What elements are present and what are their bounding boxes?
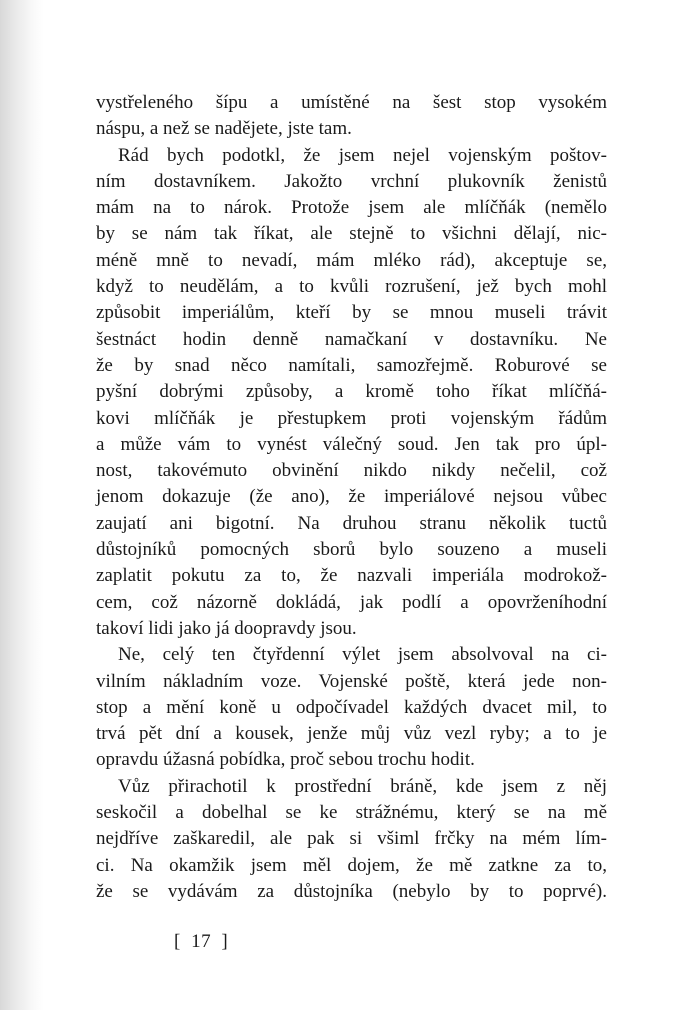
text-line: že se vydávám za důstojníka (nebylo by to poprvé). [96, 880, 607, 902]
text-line: takoví lidi jako já doopravdy jsou. [96, 617, 357, 639]
text-line: stop a mění koně u odpočívadel každých dvacet mil, to [96, 696, 607, 718]
text-line: náspu, a než se nadějete, jste tam. [96, 118, 352, 140]
text-line: že by snad něco namítali, samozřejmě. Roburové se [96, 354, 607, 376]
text-line: zaujatí ani bigotní. Na druhou stranu několik tuctů [96, 512, 607, 534]
page-number: [ 17 ] [174, 931, 229, 952]
text-line: Ne, celý ten čtyřdenní výlet jsem absolvoval na ci- [118, 644, 607, 666]
text-line: trvá pět dní a kousek, jenže můj vůz vezl ryby; a to je [96, 723, 607, 745]
text-line: důstojníků pomocných sborů bylo souzeno a museli [96, 539, 607, 561]
text-line: šestnáct hodin denně namačkaní v dostavníku. Ne [96, 328, 607, 350]
text-line: by se nám tak říkat, ale stejně to všichni dělají, nic- [96, 223, 607, 245]
text-line: ním dostavníkem. Jakožto vrchní plukovník ženistů [96, 170, 607, 192]
text-line: vilním nákladním voze. Vojenské poště, která jede non- [96, 670, 607, 692]
text-line: způsobit imperiálům, kteří by se mnou museli trávit [96, 302, 607, 324]
text-line: seskočil a dobelhal se ke strážnému, který se na mě [96, 802, 607, 824]
text-line: vystřeleného šípu a umístěné na šest stop vysokém [96, 92, 607, 113]
text-line: ci. Na okamžik jsem měl dojem, že mě zatkne za to, [96, 854, 607, 876]
text-line: mám na to nárok. Protože jsem ale mlíčňák (nemělo [96, 197, 607, 219]
text-line: nost, takovémuto obvinění nikdo nikdy nečelil, což [96, 460, 607, 482]
text-line: a může vám to vynést válečný soud. Jen tak pro úpl- [96, 433, 607, 455]
page-spine-shadow [0, 0, 44, 1010]
text-line: jenom dokazuje (že ano), že imperiálové nejsou vůbec [96, 486, 607, 508]
text-line: pyšní dobrými způsoby, a kromě toho říkat mlíčňá- [96, 381, 607, 403]
text-line: opravdu úžasná pobídka, proč sebou trochu hodit. [96, 749, 475, 771]
text-line: zaplatit pokutu za to, že nazvali imperiála modrokož- [96, 565, 607, 587]
text-line: méně mně to nevadí, mám mléko rád), akceptuje se, [96, 249, 607, 271]
text-line: cem, což názorně dokládá, jak podlí a opovrženíhodní [96, 591, 607, 613]
text-line: když to neudělám, a to kvůli rozrušení, jež bych mohl [96, 276, 607, 298]
text-line: Vůz přirachotil k prostřední bráně, kde jsem z něj [118, 775, 607, 797]
body-text-column [96, 90, 607, 905]
text-line: nejdříve zaškaredil, ale pak si všiml frčky na mém lím- [96, 828, 607, 850]
text-line: Rád bych podotkl, že jsem nejel vojenským poštov- [118, 144, 607, 166]
text-line: kovi mlíčňák je přestupkem proti vojenským řádům [96, 407, 607, 429]
